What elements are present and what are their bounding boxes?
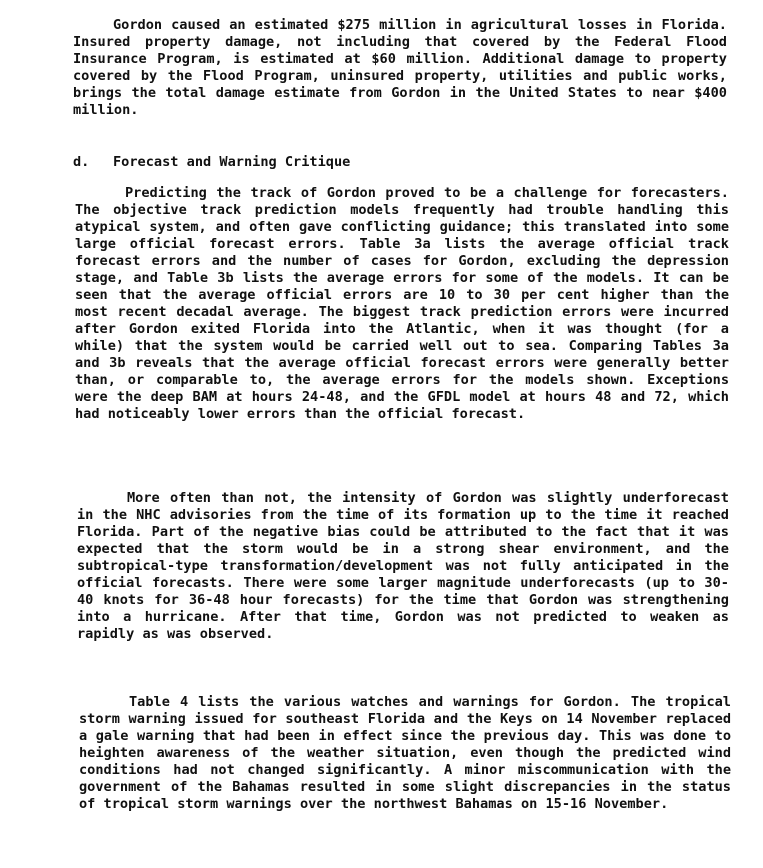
track-forecast-paragraph: Predicting the track of Gordon proved to be a challenge for forecasters. The objective track prediction models frequently had trouble handling this atypical system, and often gave conflicting guidance; this translated into some large official forecast errors. Table 3a lists the average official track forecast errors and the number of cases for Gordon, excluding the depression stage, and Table 3b lists the average errors for some of the models. It can be seen that the average official errors are 10 to 30 per cent higher than the most recent decadal average. The biggest track prediction errors were incurred after Gordon exited Florida into the Atlantic, when it was thought (for a while) that the system would be carried well out to sea. Comparing Tables 3a and 3b reveals that the average official forecast errors were generally better than, or comparable to, the average errors for the models shown. Exceptions were the deep BAM at hours 24-48, and the GFDL model at hours 48 and 72, which had noticeably lower errors than the official forecast.	[75, 185, 729, 422]
intensity-forecast-paragraph: More often than not, the intensity of Gordon was slightly underforecast in the NHC advisories from the time of its formation up to the time it reached Florida. Part of the negative bias could be attributed to the fact that it was expected that the storm would be in a strong shear environment, and the subtropical-type transformation/development was not fully anticipated in the official forecasts. There were some larger magnitude underforecasts (up to 30-40 knots for 36-48 hour forecasts) for the time that Gordon was strengthening into a hurricane. After that time, Gordon was not predicted to weaken as rapidly as was observed.	[77, 490, 729, 642]
damage-paragraph: Gordon caused an estimated $275 million in agricultural losses in Florida. Insured property damage, not including that covered by the Federal Flood Insurance Program, is estimated at $60 million. Additional damage to property covered by the Flood Program, uninsured property, utilities and public works, brings the total damage estimate from Gordon in the United States to near $400 million.	[73, 17, 727, 118]
section-heading	[73, 154, 727, 171]
section-title: Forecast and Warning Critique	[113, 154, 351, 170]
watches-warnings-paragraph: Table 4 lists the various watches and warnings for Gordon. The tropical storm warning issued for southeast Florida and the Keys on 14 November replaced a gale warning that had been in effect since the previous day. This was done to heighten awareness of the weather situation, even though the predicted wind conditions had not changed significantly. A minor miscommunication with the government of the Bahamas resulted in some slight discrepancies in the status of tropical storm warnings over the northwest Bahamas on 15-16 November.	[79, 694, 731, 812]
section-label: d.	[73, 154, 90, 170]
